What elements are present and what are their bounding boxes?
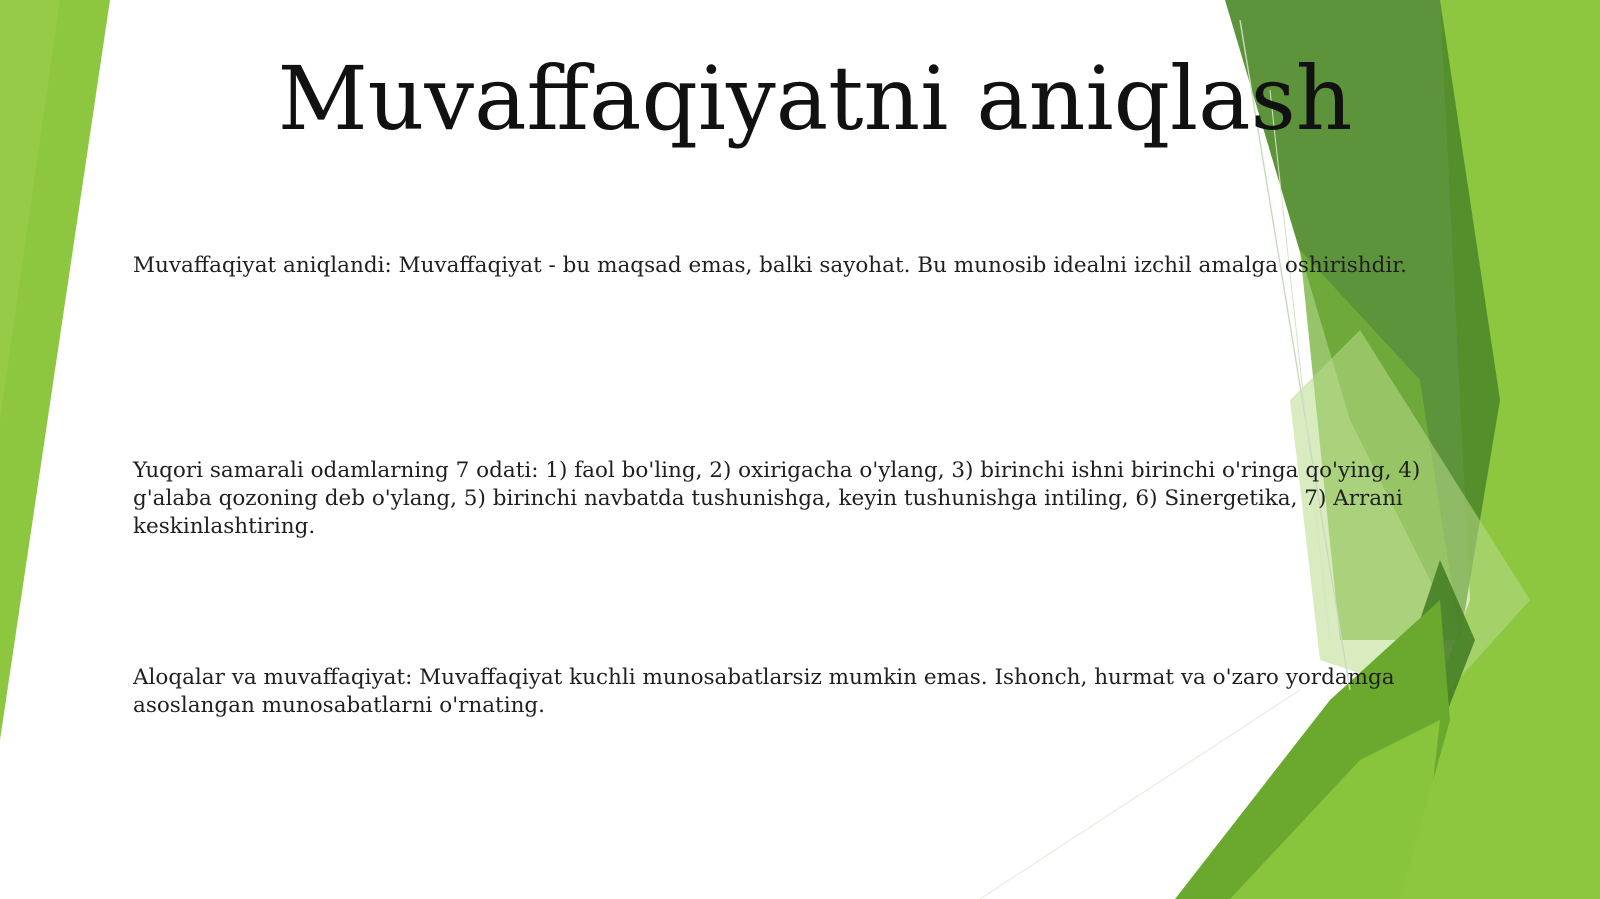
- paragraph-success-defined: Muvaffaqiyat aniqlandi: Muvaffaqiyat - bu maqsad emas, balki sayohat. Bu munosib idealni izchil amalga oshirishdir.: [133, 253, 1408, 278]
- slide-title: Muvaffaqiyatni aniqlash: [277, 47, 1353, 150]
- paragraph-seven-habits: Yuqori samarali odamlarning 7 odati: 1) faol bo'ling, 2) oxirigacha o'ylang, 3) birinchi ishni birinchi o'ringa qo'ying, 4) g'alaba qozoning deb o'ylang, 5) birinchi navbatda tushunishga, keyin tushunishga intiling, 6) Sinergetika, 7) Arrani keskinlashtiring.: [133, 458, 1421, 539]
- paragraph-relationships: Aloqalar va muvaffaqiyat: Muvaffaqiyat kuchli munosabatlarsiz mumkin emas. Ishonch, hurmat va o'zaro yordamga asoslangan munosabatlarni o'rnating.: [133, 665, 1395, 718]
